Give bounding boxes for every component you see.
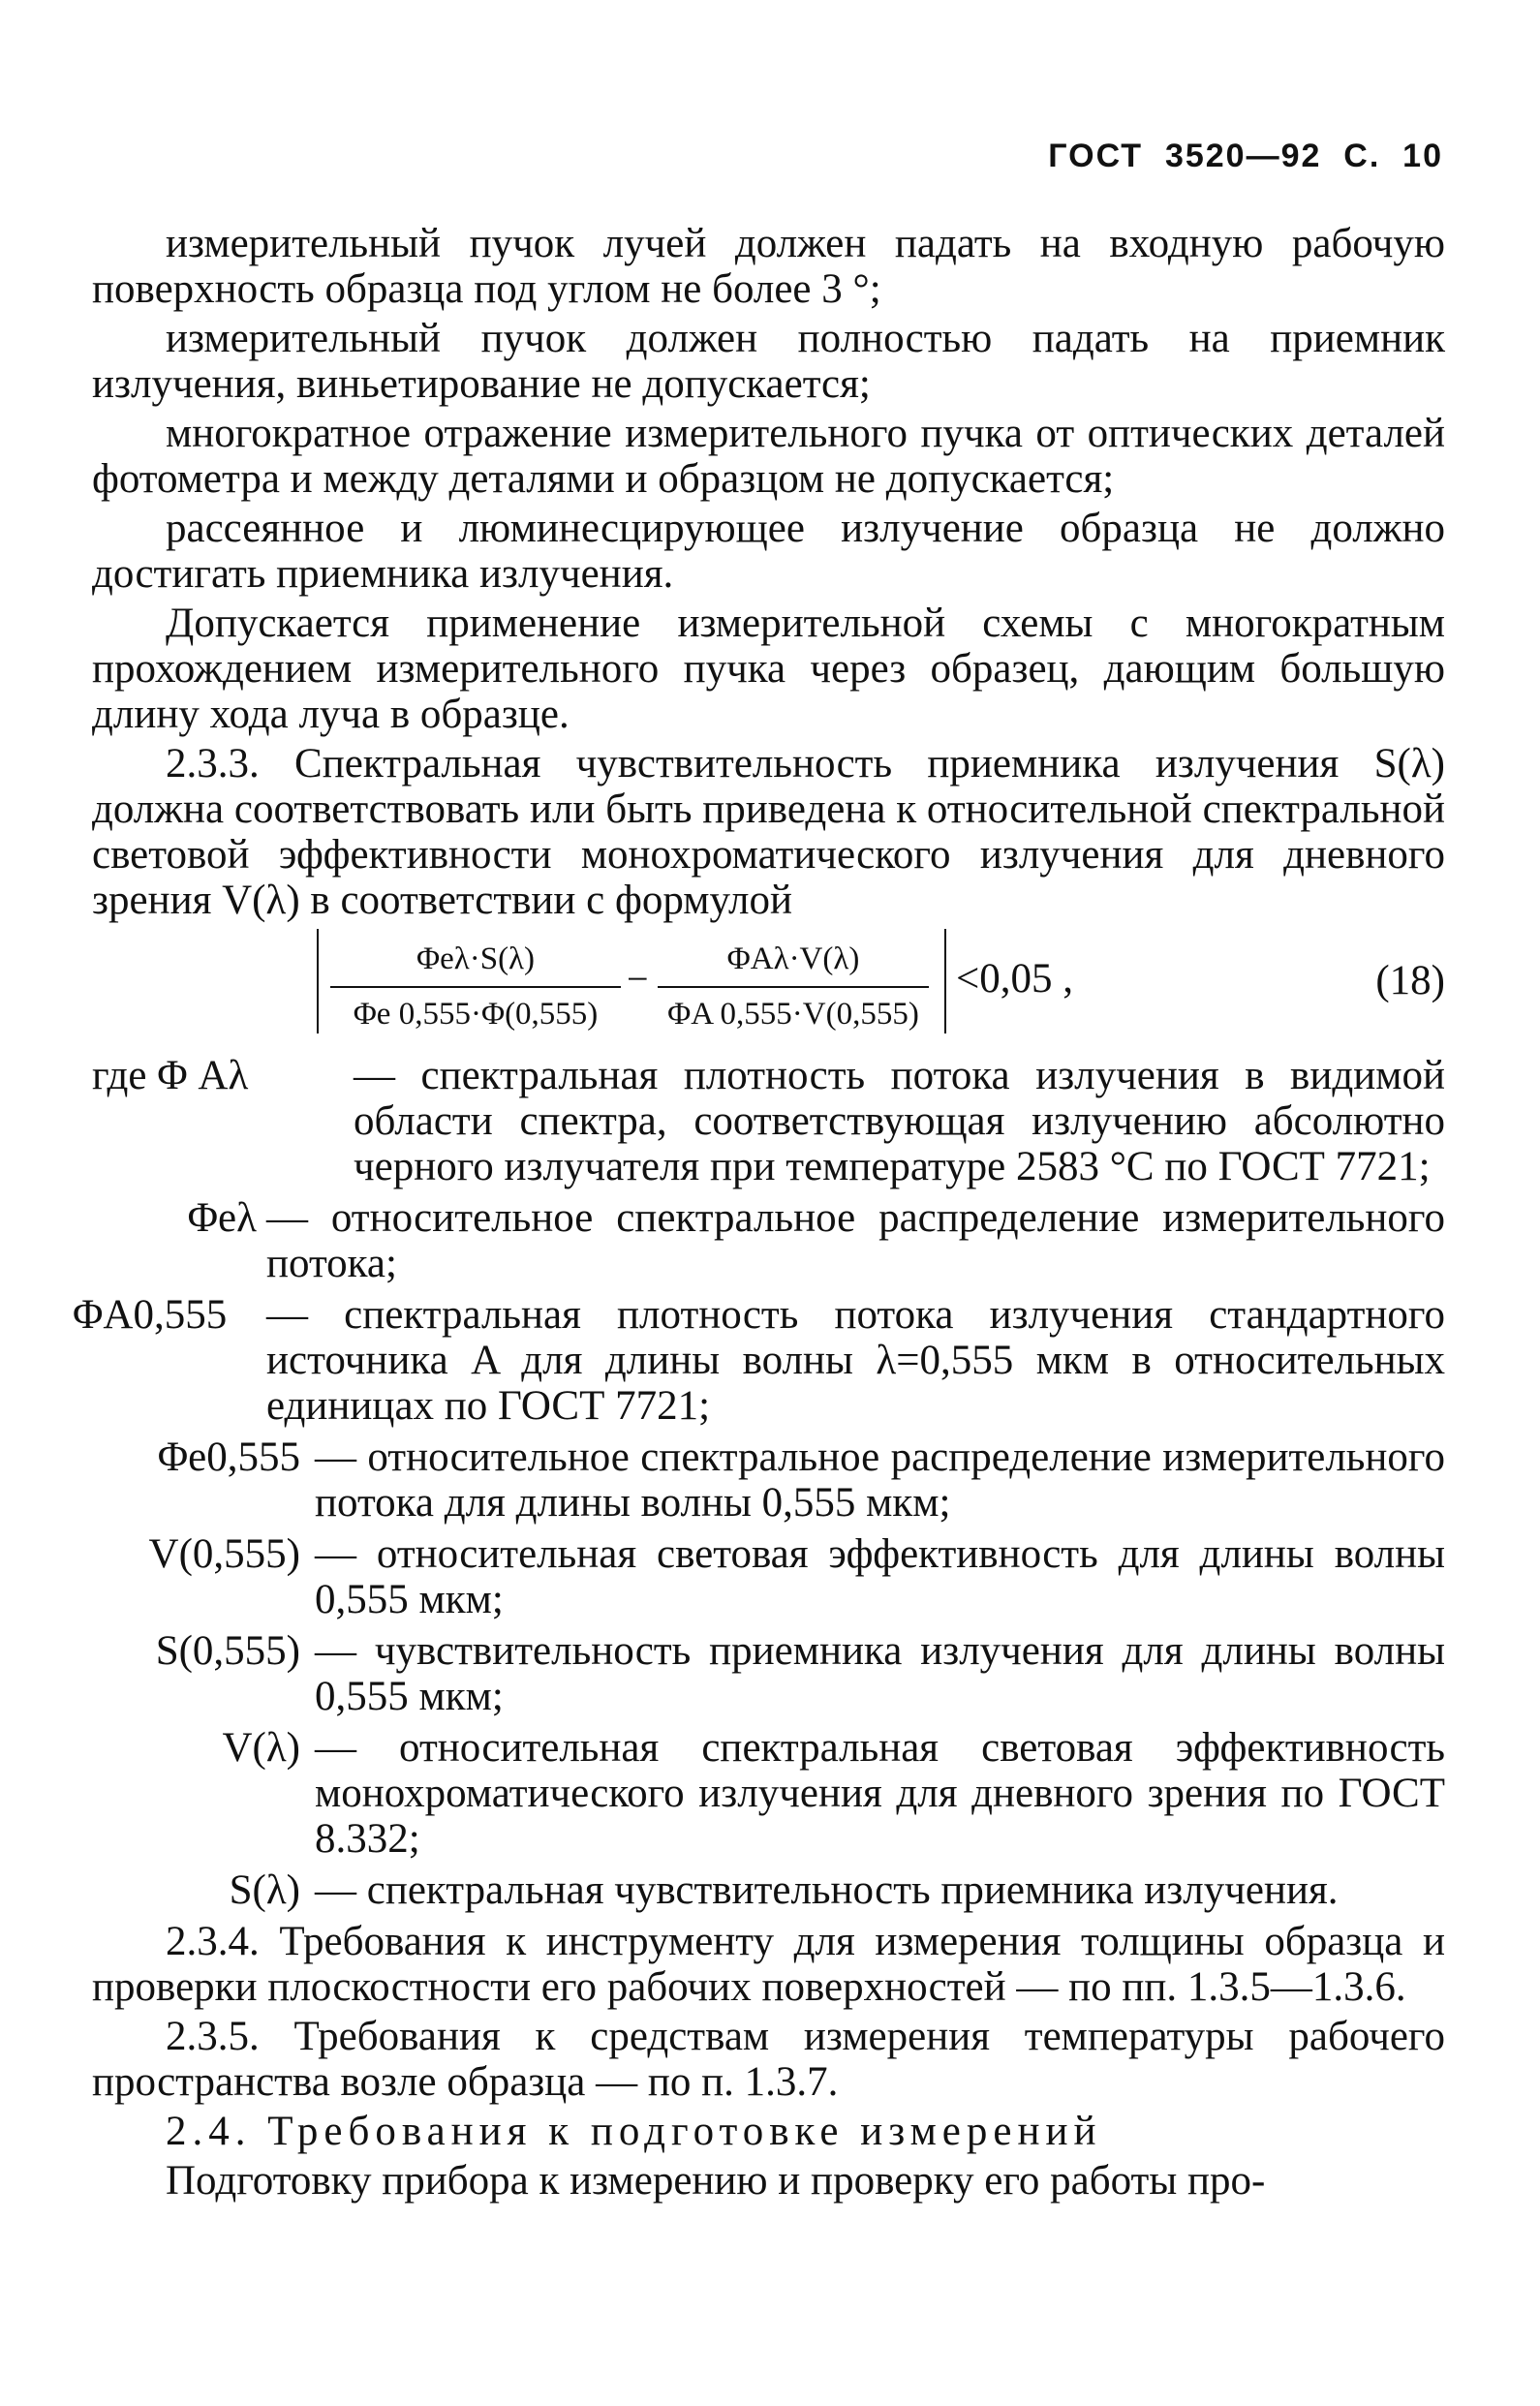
definition-symbol: S(0,555) <box>155 1628 300 1674</box>
formula-18 <box>92 929 1445 1043</box>
definition-item <box>92 1628 1445 1719</box>
fraction-left <box>330 937 621 1037</box>
paragraph-2-3-4: 2.3.4. Требования к инструменту для измерения толщины образца и проверки плоскостности его рабочих поверхностей — по пп. 1.3.5—1.3.6. <box>92 1919 1445 2010</box>
paragraph: измерительный пучок лучей должен падать на входную рабочую поверхность образца под углом не более 3 °; <box>92 221 1445 312</box>
paragraph: рассеянное и люминесцирующее излучение образца не должно достигать приемника излучения. <box>92 506 1445 597</box>
definition-symbol: V(λ) <box>222 1725 300 1771</box>
definition-item <box>92 1867 1445 1913</box>
paragraph-2-3-5: 2.3.5. Требования к средствам измерения температуры рабочего пространства возле образца — по п. 1.3.7. <box>92 2014 1445 2105</box>
paragraph: Подготовку прибора к измерению и проверку его работы про- <box>166 2158 1266 2204</box>
definition-symbol: V(0,555) <box>148 1531 300 1577</box>
fraction-right <box>658 937 929 1037</box>
absolute-value-bars <box>317 929 946 1033</box>
minus-sign: − <box>627 957 649 1001</box>
definition-text: — относительное спектральное распределение измерительного потока; <box>266 1195 1445 1286</box>
definitions-list <box>73 1053 1445 1913</box>
definition-text: — спектральная плотность потока излучения стандартного источника A для длины волны λ=0,555 мкм в относительных единицах по ГОСТ 7721; <box>266 1292 1445 1429</box>
definition-text: — чувствительность приемника излучения для длины волны 0,555 мкм; <box>315 1628 1445 1719</box>
definition-item <box>92 1531 1445 1622</box>
definition-symbol: ΦA0,555 <box>73 1292 228 1338</box>
formula-bound: <0,05 , <box>956 956 1074 1002</box>
paragraph: многократное отражение измерительного пучка от оптических деталей фотометра и между деталями и образцом не допускается; <box>92 411 1445 502</box>
definition-text: — спектральная чувствительность приемника излучения. <box>315 1867 1339 1913</box>
definition-symbol: Φeλ <box>187 1195 257 1241</box>
paragraph: измерительный пучок должен полностью падать на приемник излучения, виньетирование не допускается; <box>92 316 1445 407</box>
fraction-right-denominator: ΦA 0,555·V(0,555) <box>658 986 929 1037</box>
definition-item <box>73 1292 1445 1429</box>
section-heading-2-4: 2.4. Требования к подготовке измерений <box>166 2109 1102 2154</box>
definition-symbol: S(λ) <box>229 1867 300 1913</box>
definition-symbol: где Φ Aλ <box>92 1053 249 1098</box>
paragraph: Допускается применение измерительной схемы с многократным прохождением измерительного пучка через образец, дающим большую длину хода луча в образце. <box>92 601 1445 737</box>
definition-symbol: Φe0,555 <box>157 1434 300 1480</box>
definition-item <box>92 1434 1445 1526</box>
definition-item <box>92 1195 1445 1286</box>
definition-text: — относительная световая эффективность для длины волны 0,555 мкм; <box>315 1531 1445 1622</box>
definition-item <box>92 1053 1445 1189</box>
page-header: ГОСТ 3520—92 С. 10 <box>1048 138 1443 174</box>
definition-text: — относительная спектральная световая эффективность монохроматического излучения для дневного зрения по ГОСТ 8.332; <box>315 1725 1445 1862</box>
definition-text: — спектральная плотность потока излучения в видимой области спектра, соответствующая излучению абсолютно черного излучателя при температуре 2583 °С по ГОСТ 7721; <box>354 1053 1445 1189</box>
fraction-left-denominator: Φe 0,555·Φ(0,555) <box>330 986 621 1037</box>
document-body <box>73 221 1445 2207</box>
definition-item <box>92 1725 1445 1862</box>
fraction-left-numerator: Φeλ·S(λ) <box>416 941 536 976</box>
fraction-right-numerator: ΦAλ·V(λ) <box>726 941 860 976</box>
equation-number: (18) <box>1375 958 1445 1003</box>
definition-text: — относительное спектральное распределение измерительного потока для длины волны 0,555 мкм; <box>315 1434 1445 1526</box>
paragraph-2-3-3: 2.3.3. Спектральная чувствительность приемника излучения S(λ) должна соответствовать или быть приведена к относительной спектральной световой эффективности монохроматического излучения для дневного зрения V(λ) в соответствии с формулой <box>92 741 1445 923</box>
